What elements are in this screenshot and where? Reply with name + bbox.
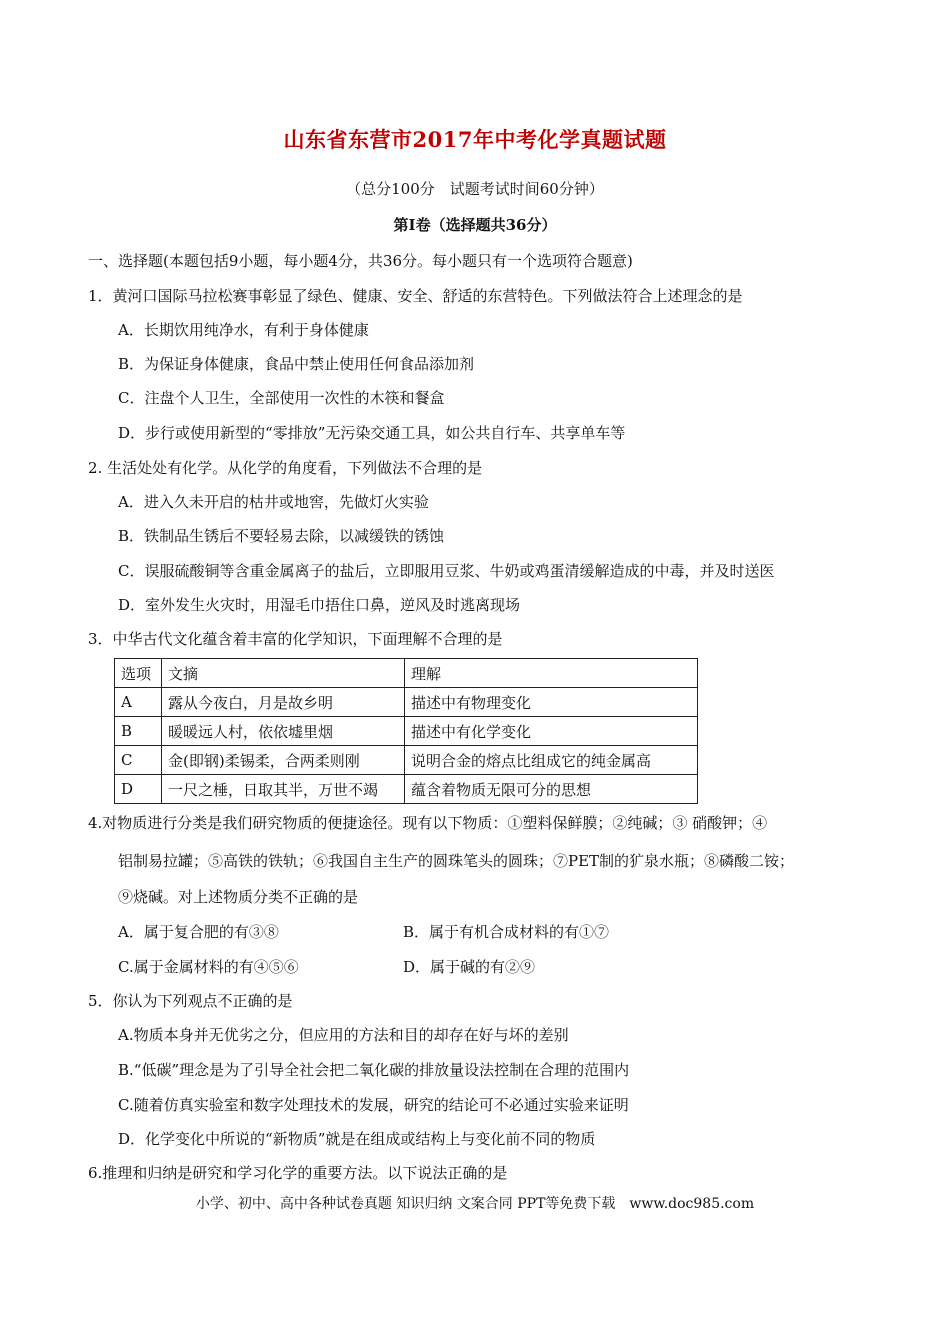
table-cell: A [115, 688, 162, 717]
page-title: 山东省东营市2017年中考化学真题试题 [283, 127, 667, 152]
q2-option-d: D．室外发生火灾时，用湿毛巾捂住口鼻，逆风及时逃离现场 [118, 596, 521, 614]
q4-option-a: A．属于复合肥的有③⑧ [118, 923, 279, 941]
table-cell: 暖暖远人村，依依墟里烟 [162, 717, 405, 746]
table-cell: C [115, 746, 162, 775]
q5-option-b: B.“低碳”理念是为了引导全社会把二氧化碳的排放量设法控制在合理的范围内 [118, 1061, 630, 1079]
table-row [115, 746, 698, 775]
table-row [115, 717, 698, 746]
q6-stem: 6.推理和归纳是研究和学习化学的重要方法。以下说法正确的是 [88, 1164, 508, 1182]
q5-option-c: C.随着仿真实验室和数字处理技术的发展，研究的结论可不必通过实验来证明 [118, 1096, 629, 1114]
table-cell: 一尺之棰，日取其半，万世不竭 [162, 775, 405, 804]
table-cell: 描述中有物理变化 [405, 688, 698, 717]
q1-option-a: A．长期饮用纯净水，有利于身体健康 [118, 321, 369, 339]
table-cell: 说明合金的熔点比组成它的纯金属高 [405, 746, 698, 775]
table-cell: D [115, 775, 162, 804]
table-header: 文摘 [162, 659, 405, 688]
q4-option-c: C.属于金属材料的有④⑤⑥ [118, 958, 299, 976]
q3-table [114, 658, 698, 804]
q2-option-a: A．进入久未开启的枯井或地窖，先做灯火实验 [118, 493, 429, 511]
q4-stem-cont: ⑨烧碱。对上述物质分类不正确的是 [118, 888, 359, 906]
q4-option-d: D．属于碱的有②⑨ [403, 958, 536, 976]
q1-stem: 1．黄河口国际马拉松赛事彰显了绿色、健康、安全、舒适的东营特色。下列做法符合上述理念的是 [88, 287, 743, 305]
section-intro: 一、选择题(本题包括9小题，每小题4分，共36分。每小题只有一个选项符合题意) [88, 252, 633, 270]
q1-option-b: B．为保证身体健康，食品中禁止使用任何食品添加剂 [118, 355, 475, 373]
table-cell: 描述中有化学变化 [405, 717, 698, 746]
q3-stem: 3．中华古代文化蕴含着丰富的化学知识，下面理解不合理的是 [88, 630, 503, 648]
exam-info: （总分100分 试题考试时间60分钟） [346, 180, 604, 198]
q2-option-c: C．误服硫酸铜等含重金属离子的盐后，立即服用豆浆、牛奶或鸡蛋清缓解造成的中毒，并及时送医 [118, 562, 775, 580]
table-row [115, 775, 698, 804]
q1-option-d: D．步行或使用新型的“零排放”无污染交通工具，如公共自行车、共享单车等 [118, 424, 626, 442]
q5-stem: 5．你认为下列观点不正确的是 [88, 992, 293, 1010]
table-header-row [115, 659, 698, 688]
table-header: 理解 [405, 659, 698, 688]
table-row [115, 688, 698, 717]
table-header: 选项 [115, 659, 162, 688]
q1-option-c: C．注盘个人卫生，全部使用一次性的木筷和餐盒 [118, 389, 445, 407]
page-footer: 小学、初中、高中各种试卷真题 知识归纳 文案合同 PPT等免费下载 www.doc985.com [195, 1196, 755, 1212]
table-cell: 露从今夜白，月是故乡明 [162, 688, 405, 717]
q4-stem-cont: 铝制易拉罐；⑤高铁的铁轨；⑥我国自主生产的圆珠笔头的圆珠；⑦PET制的犷泉水瓶；⑧磷酸二铵； [118, 852, 795, 870]
q4-option-b: B．属于有机合成材料的有①⑦ [403, 923, 610, 941]
q2-stem: 2. 生活处处有化学。从化学的角度看，下列做法不合理的是 [88, 459, 483, 477]
table-cell: 蕴含着物质无限可分的思想 [405, 775, 698, 804]
table-cell: B [115, 717, 162, 746]
q5-option-a: A.物质本身并无优劣之分，但应用的方法和目的却存在好与坏的差别 [118, 1026, 569, 1044]
q2-option-b: B．铁制品生锈后不要轻易去除，以减缓铁的锈蚀 [118, 527, 445, 545]
part-title: 第Ⅰ卷（选择题共36分） [393, 216, 557, 234]
q4-stem: 4.对物质进行分类是我们研究物质的便捷途径。现有以下物质：①塑料保鲜膜；②纯碱；③ 硝酸钾；④ [88, 814, 768, 832]
q5-option-d: D．化学变化中所说的“新物质”就是在组成或结构上与变化前不同的物质 [118, 1130, 596, 1148]
table-cell: 金(即钢)柔锡柔，合两柔则刚 [162, 746, 405, 775]
